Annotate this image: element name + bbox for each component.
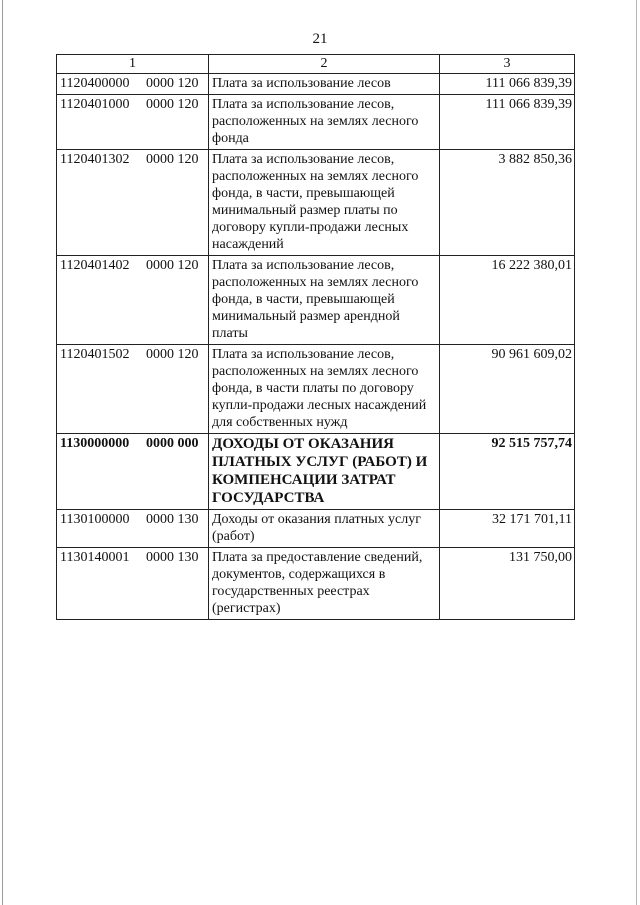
revenue-code-main: 1120401000: [60, 97, 130, 112]
revenue-amount: 92 515 757,74: [440, 434, 575, 510]
revenue-description: Плата за использование лесов, расположенных на землях лесного фонда: [209, 95, 440, 150]
revenue-section-title: ДОХОДЫ ОТ ОКАЗАНИЯ ПЛАТНЫХ УСЛУГ (РАБОТ) И КОМПЕНСАЦИИ ЗАТРАТ ГОСУДАРСТВА: [209, 434, 440, 510]
column-header-code: 1: [57, 55, 209, 74]
revenue-code-sub: 0000 130: [146, 512, 199, 527]
table-row: [57, 345, 575, 434]
revenue-code-sub: 0000 120: [146, 258, 199, 273]
table-row: [57, 74, 575, 95]
revenue-code-cell: [57, 434, 209, 510]
revenue-description: Плата за использование лесов, расположенных на землях лесного фонда, в части платы по договору купли-продажи лесных насаждений для собственных нужд: [209, 345, 440, 434]
revenue-amount: 16 222 380,01: [440, 256, 575, 345]
scan-edge-left: [2, 0, 3, 905]
revenue-code-cell: [57, 256, 209, 345]
revenue-amount: 111 066 839,39: [440, 74, 575, 95]
revenue-code-cell: [57, 345, 209, 434]
revenue-code-main: 1120401402: [60, 258, 130, 273]
revenue-code-main: 1130100000: [60, 512, 130, 527]
revenue-description: Плата за использование лесов: [209, 74, 440, 95]
revenue-code-cell: [57, 548, 209, 620]
revenue-amount: 90 961 609,02: [440, 345, 575, 434]
revenue-amount: 131 750,00: [440, 548, 575, 620]
revenue-code-main: 1120401502: [60, 347, 130, 362]
revenue-code-main: 1130140001: [60, 550, 130, 565]
revenue-code-main: 1120400000: [60, 76, 130, 91]
revenue-code-cell: [57, 95, 209, 150]
table-row: [57, 548, 575, 620]
table-row: [57, 150, 575, 256]
page-number: 21: [312, 31, 328, 47]
revenue-description: Доходы от оказания платных услуг (работ): [209, 510, 440, 548]
revenue-description: Плата за использование лесов, расположенных на землях лесного фонда, в части, превышающей минимальный размер платы по договору купли-продажи лесных насаждений: [209, 150, 440, 256]
revenue-amount: 111 066 839,39: [440, 95, 575, 150]
column-header-description: 2: [209, 55, 440, 74]
table-header-row: [57, 55, 575, 74]
revenue-code-sub: 0000 120: [146, 347, 199, 362]
budget-revenue-table: [56, 54, 575, 620]
revenue-code-cell: [57, 150, 209, 256]
revenue-code-sub: 0000 000: [146, 436, 199, 451]
revenue-amount: 32 171 701,11: [440, 510, 575, 548]
revenue-description: Плата за предоставление сведений, документов, содержащихся в государственных реестрах (регистрах): [209, 548, 440, 620]
revenue-code-sub: 0000 120: [146, 152, 199, 167]
scan-edge-right: [636, 0, 637, 905]
revenue-code-sub: 0000 120: [146, 76, 199, 91]
revenue-code-sub: 0000 130: [146, 550, 199, 565]
revenue-description: Плата за использование лесов, расположенных на землях лесного фонда, в части, превышающей минимальный размер арендной платы: [209, 256, 440, 345]
revenue-code-cell: [57, 510, 209, 548]
table-row: [57, 256, 575, 345]
table-row-section-total: [57, 434, 575, 510]
table-row: [57, 95, 575, 150]
column-header-amount: 3: [440, 55, 575, 74]
revenue-code-cell: [57, 74, 209, 95]
revenue-code-sub: 0000 120: [146, 97, 199, 112]
revenue-code-main: 1130000000: [60, 436, 130, 451]
table-row: [57, 510, 575, 548]
revenue-code-main: 1120401302: [60, 152, 130, 167]
revenue-amount: 3 882 850,36: [440, 150, 575, 256]
